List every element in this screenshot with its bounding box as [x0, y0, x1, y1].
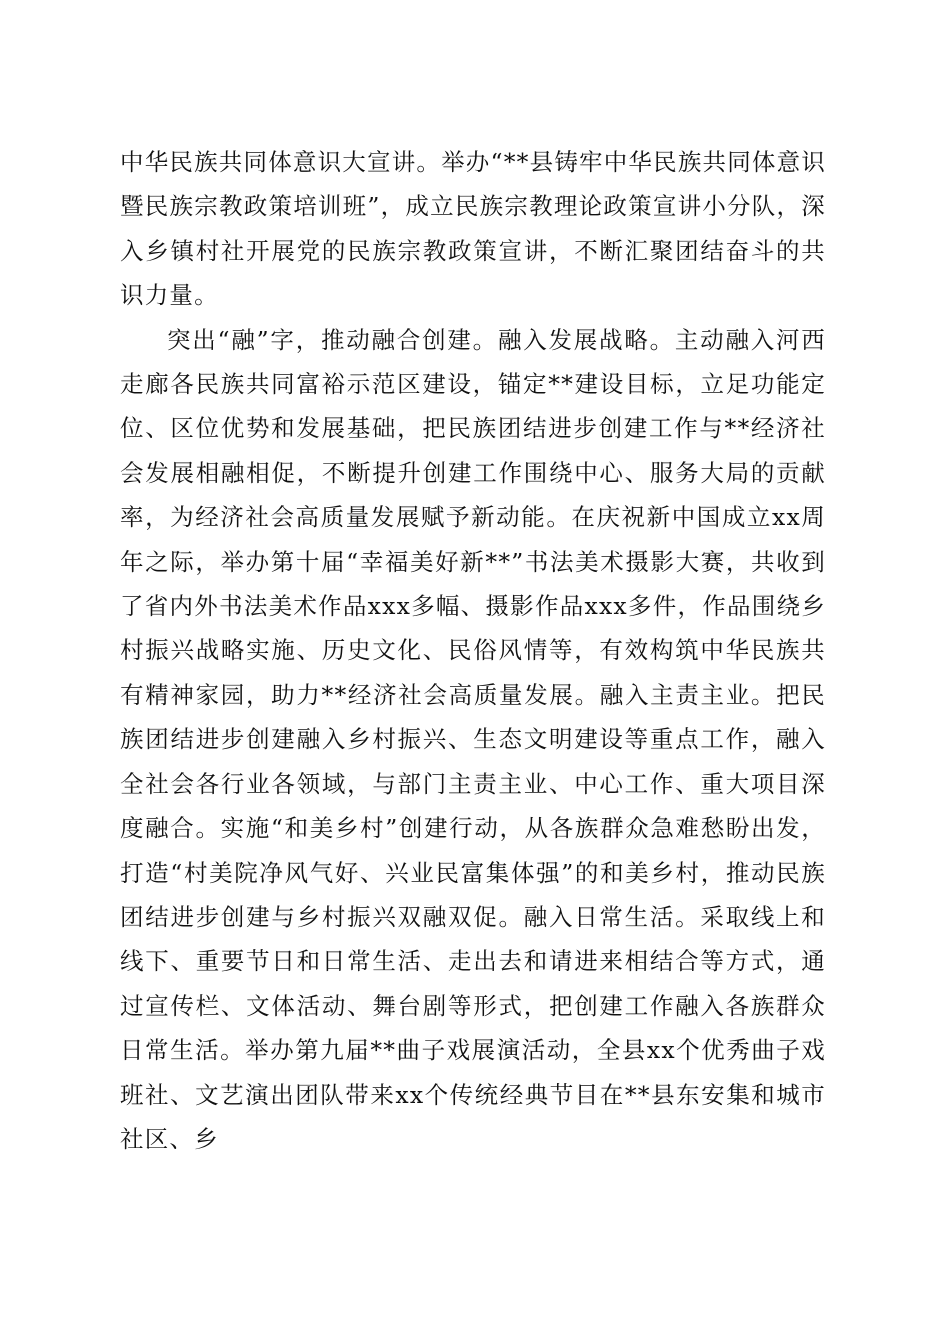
paragraph-1: 中华民族共同体意识大宣讲。举办“**县铸牢中华民族共同体意识暨民族宗教政策培训班”，成立民族宗教理论政策宣讲小分队，深入乡镇村社开展党的民族宗教政策宣讲，不断汇聚团结奋斗的共识力量。: [120, 148, 827, 310]
document-body: [120, 140, 826, 1161]
paragraph-2: 突出“融”字，推动融合创建。融入发展战略。主动融入河西走廊各民族共同富裕示范区建设，锚定**建设目标，立足功能定位、区位优势和发展基础，把民族团结进步创建工作与**经济社会发展相融相促，不断提升创建工作围绕中心、服务大局的贡献率，为经济社会高质量发展赋予新动能。在庆祝新中国成立xx周年之际，举办第十届“幸福美好新**”书法美术摄影大赛，共收到了省内外书法美术作品xxx多幅、摄影作品xxx多件，作品围绕乡村振兴战略实施、历史文化、民俗风情等，有效构筑中华民族共有精神家园，助力**经济社会高质量发展。融入主责主业。把民族团结进步创建融入乡村振兴、生态文明建设等重点工作，融入全社会各行业各领域，与部门主责主业、中心工作、重大项目深度融合。实施“和美乡村”创建行动，从各族群众急难愁盼出发，打造“村美院净风气好、兴业民富集体强”的和美乡村，推动民族团结进步创建与乡村振兴双融双促。融入日常生活。采取线上和线下、重要节日和日常生活、走出去和请进来相结合等方式，通过宣传栏、文体活动、舞台剧等形式，把创建工作融入各族群众日常生活。举办第九届**曲子戏展演活动，全县xx个优秀曲子戏班社、文艺演出团队带来xx个传统经典节目在**县东安集和城市社区、乡: [120, 325, 826, 1153]
